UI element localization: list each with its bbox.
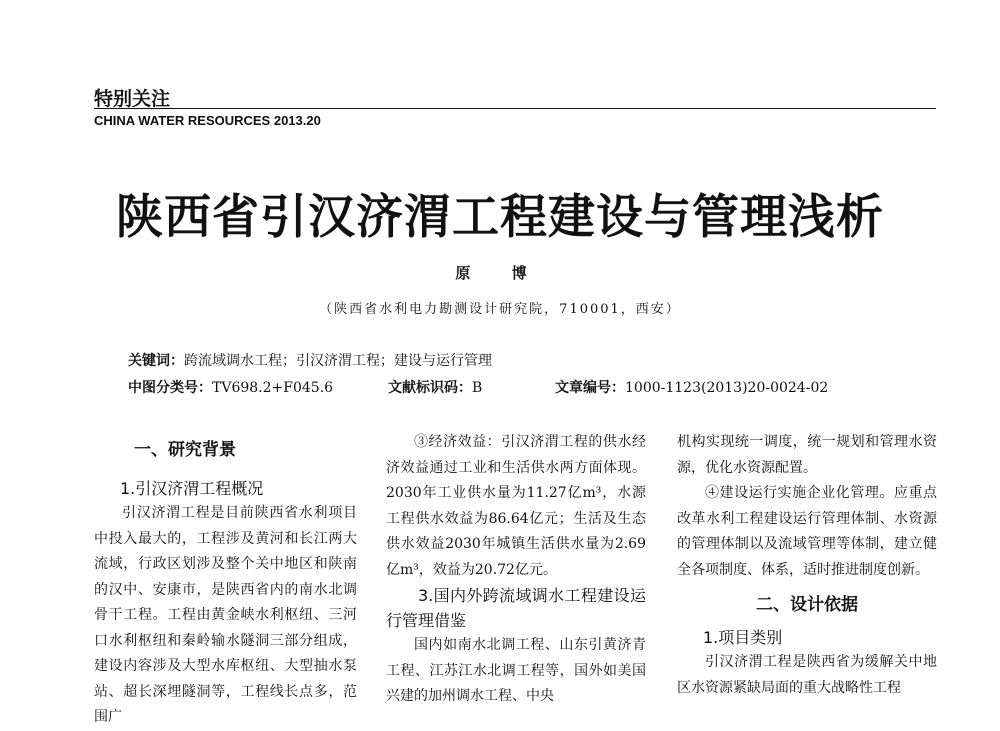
body-paragraph: 国内如南水北调工程、山东引黄济青工程、江苏江水北调工程等，国外如美国兴建的加州调水工程、中央 [386,637,646,704]
body-paragraph: ③经济效益：引汉济渭工程的供水经济效益通过工业和生活供水两方面体现。2030年工业供水量为11.27亿m³，水源工程供水效益为86.64亿元；生活及生态供水效益2030年城镇生活供水量为2.69亿m³，效益为20.72亿元。 [386,434,646,578]
section-heading: 二、设计依据 [756,595,858,615]
body-paragraph: ④建设运行实施企业化管理。应重点改革水利工程建设运行管理体制、水资源的管理体制以及流域管理等体制，建立健全各项制度、体系，适时推进制度创新。 [677,485,937,578]
header-rule [94,108,936,109]
article-no-value: 1000-1123(2013)20-0024-02 [625,380,829,396]
column-1 [94,430,357,731]
clc-line [128,377,333,397]
body-paragraph: 机构实现统一调度，统一规划和管理水资源，优化水资源配置。 [677,434,937,476]
clc-value: TV698.2+F045.6 [212,380,334,396]
subsection-heading: 1.引汉济渭工程概况 [120,478,264,498]
column-2 [386,430,646,710]
column-3 [677,430,937,701]
article-title: 陕西省引汉济渭工程建设与管理浅析 [116,190,884,245]
journal-line: CHINA WATER RESOURCES 2013.20 [94,113,321,128]
clc-label: 中图分类号： [128,380,212,396]
doc-code-value: B [472,380,483,396]
subsection-heading: 3.国内外跨流域调水工程建设运行管理借鉴 [386,586,646,630]
author: 原 博 [455,264,545,282]
affiliation: （陕西省水利电力勘测设计研究院，710001，西安） [319,302,681,317]
doc-code-label: 文献标识码： [388,380,472,396]
article-no-label: 文章编号： [555,380,625,396]
keywords-line [128,350,492,370]
keywords-label: 关键词： [128,353,184,369]
article-no-line [555,377,828,397]
section-label: 特别关注 [94,88,171,110]
body-paragraph: 引汉济渭工程是目前陕西省水利项目中投入最大的，工程涉及黄河和长江两大流域，行政区划涉及整个关中地区和陕南的汉中、安康市，是陕西省内的南水北调骨干工程。工程由黄金峡水利枢纽、三河口水利枢纽和秦岭输水隧洞三部分组成，建设内容涉及大型水库枢纽、大型抽水泵站、超长深埋隧洞等，工程线长点多，范围广 [94,505,357,725]
body-paragraph: 引汉济渭工程是陕西省为缓解关中地区水资源紧缺局面的重大战略性工程 [677,654,937,696]
keywords-value: 跨流域调水工程；引汉济渭工程；建设与运行管理 [184,353,492,369]
subsection-heading: 1.项目类别 [703,627,783,647]
section-heading: 一、研究背景 [134,440,236,460]
doc-code-line [388,377,482,397]
